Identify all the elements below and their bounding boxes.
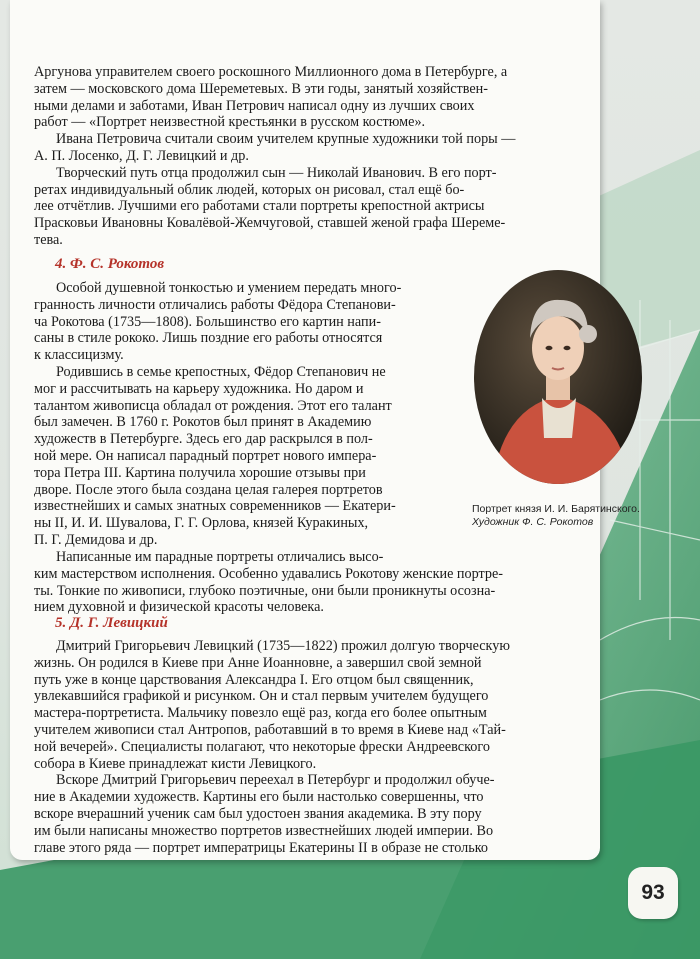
page-number: 93 (628, 867, 678, 919)
text-line: ча Рокотова (1735—1808). Большинство его картин напи- (34, 313, 381, 330)
text-line: А. П. Лосенко, Д. Г. Левицкий и др. (34, 147, 249, 164)
text-line: Творческий путь отца продолжил сын — Николай Иванович. В его порт- (56, 164, 497, 181)
paragraph-teachers (34, 131, 587, 165)
text-line: Дмитрий Григорьевич Левицкий (1735—1822) прожил долгую творческую (56, 638, 510, 654)
portrait-image (472, 268, 644, 486)
paragraph-son (34, 165, 587, 249)
text-line: ной мере. Он написал парадный портрет нового импера- (34, 447, 377, 464)
text-line: учителем живописи стал Антропов, работавший в то время в Киеве над «Тай- (34, 721, 506, 738)
text-line: главе этого ряда — портрет императрицы Екатерины II в образе не столько (34, 839, 488, 856)
text-line: собора в Киеве принадлежат кисти Левицкого. (34, 755, 317, 772)
text-line: был замечен. В 1760 г. Рокотов был принят в Академию (34, 414, 372, 431)
paragraph-argunov (34, 64, 587, 131)
rokotov-portraits-text (34, 549, 587, 616)
text-line: к классицизму. (34, 347, 124, 364)
text-line: ными делами и заботами, Иван Петрович написал одну из лучших своих (34, 97, 475, 114)
caption-artist: Художник Ф. С. Рокотов (472, 516, 594, 528)
caption-title: Портрет князя И. И. Барятинского. (472, 503, 640, 515)
paragraph-rokotov-bio (34, 364, 454, 549)
text-line: Особой душевной тонкостью и умением передать много- (56, 280, 402, 296)
text-line: ретах индивидуальный облик людей, которых он рисовал, стал ещё бо- (34, 181, 465, 198)
text-line: работ — «Портрет неизвестной крестьянки в русском костюме». (34, 114, 426, 131)
text-line: Родившись в семье крепостных, Фёдор Степанович не (56, 363, 386, 380)
levitsky-text-block (34, 638, 587, 856)
text-line: увлекавшийся графикой и рисунком. Он и стал первым учителем будущего (34, 688, 489, 705)
text-line: ким мастерством исполнения. Особенно удавались Рокотову женские портре- (34, 565, 503, 582)
text-line: вскоре вчерашний ученик сам был удостоен звания академика. В эту пору (34, 805, 482, 822)
paragraph-rokotov-intro (34, 280, 454, 364)
text-line: ты. Тонкие по живописи, глубоко поэтичные, они были проникнуты осозна- (34, 582, 496, 599)
text-line: мастера-портретиста. Мальчику повезло ещё раз, когда его более опытным (34, 705, 487, 722)
text-line: ние в Академии художеств. Картины его были настолько совершенны, что (34, 789, 484, 806)
text-line: ны II, И. И. Шувалова, Г. Г. Орлова, князей Куракиных, (34, 515, 369, 532)
text-line: дворе. После этого была создана целая галерея портретов (34, 481, 383, 498)
text-line: ной вечерей». Специалисты полагают, что некоторые фрески Андреевского (34, 738, 490, 755)
text-line: нием духовной и физической красоты человека. (34, 599, 324, 616)
text-line: художеств в Петербурге. Здесь его дар раскрылся в пол- (34, 431, 373, 448)
text-line: Вскоре Дмитрий Григорьевич переехал в Петербург и продолжил обуче- (56, 772, 495, 789)
text-line: им были написаны множество портретов известнейших людей империи. Во (34, 822, 494, 839)
text-line: талантом живописца обладал от рождения. Этот его талант (34, 397, 392, 414)
text-line: тора Петра III. Картина получила хорошие отзывы при (34, 464, 366, 481)
text-line: гранность личности отличались работы Фёдора Степанови- (34, 296, 396, 313)
intro-text-block (34, 64, 587, 249)
text-line: затем — московского дома Шереметевых. В эти годы, занятый хозяйствен- (34, 80, 488, 97)
rokotov-text-block (34, 280, 454, 549)
text-line: мог и рассчитывать на карьеру художника. Но даром и (34, 380, 364, 397)
text-line: саны в стиле рококо. Лишь поздние его работы относятся (34, 330, 383, 347)
section-heading-rokotov: 4. Ф. С. Рокотов (55, 256, 165, 272)
text-line: известнейших и самых знатных современников — Екатери- (34, 498, 396, 515)
section-heading-levitsky: 5. Д. Г. Левицкий (55, 615, 168, 631)
text-line: Написанные им парадные портреты отличались высо- (56, 549, 384, 565)
text-line: П. Г. Демидова и др. (34, 531, 158, 548)
text-line: тева. (34, 231, 63, 248)
text-line: Ивана Петровича считали своим учителем крупные художники той поры — (56, 131, 516, 148)
text-line: путь уже в конце царствования Александра I. Его отцом был священник, (34, 671, 474, 688)
text-line: лее отчётлив. Лучшими его работами стали портреты крепостной актрисы (34, 198, 485, 215)
portrait-caption (472, 503, 672, 529)
text-line: Прасковьи Ивановны Ковалёвой-Жемчуговой, ставшей женой графа Шереме- (34, 215, 506, 232)
text-line: жизнь. Он родился в Киеве при Анне Иоанновне, а завершил свой земной (34, 654, 482, 671)
text-line: Аргунова управителем своего роскошного Миллионного дома в Петербурге, а (34, 64, 508, 80)
paragraph-levitsky-academy (34, 772, 587, 856)
paragraph-levitsky-bio (34, 638, 587, 772)
paragraph-rokotov-portraits (34, 549, 587, 616)
